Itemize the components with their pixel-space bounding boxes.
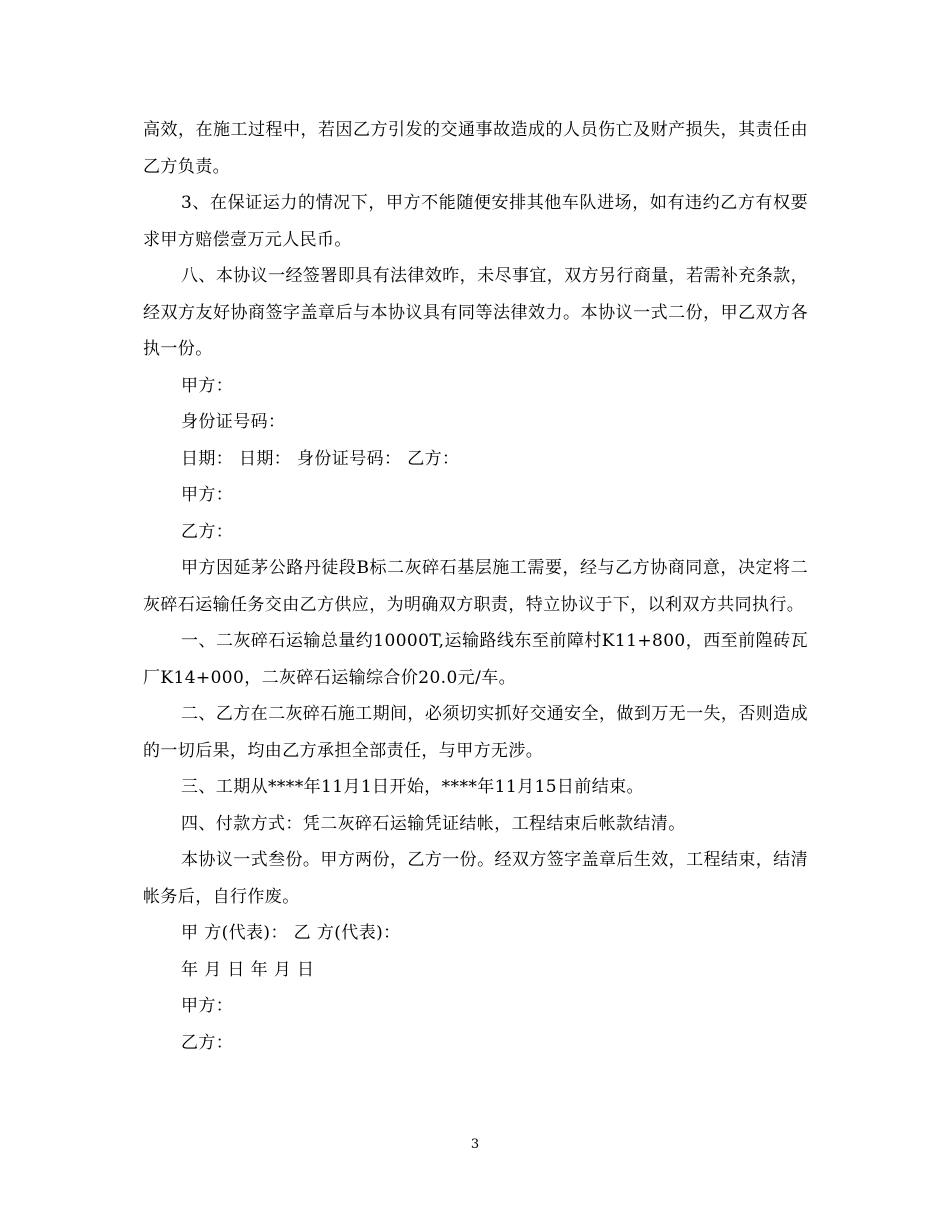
paragraph-preamble: 甲方因延茅公路丹徒段B标二灰碎石基层施工需要，经与乙方协商同意，决定将二灰碎石运输任务交由乙方供应，为明确双方职责，特立协议于下，以利双方共同执行。 <box>143 558 808 615</box>
signature-dates: 年 月 日 年 月 日 <box>181 959 315 980</box>
document-body <box>143 112 808 1061</box>
party-a-label: 甲方： <box>181 485 234 505</box>
signature-id-number: 身份证号码： <box>181 412 286 432</box>
paragraph-item-1: 一、二灰碎石运输总量约10000T,运输路线东至前障村K11+800，西至前隍砖瓦厂K14+000，二灰碎石运输综合价20.0元/车。 <box>143 631 808 688</box>
party-a-label: 甲方： <box>181 996 234 1016</box>
party-b-label: 乙方： <box>181 521 234 542</box>
signature-representatives: 甲 方(代表)： 乙 方(代表)： <box>181 923 401 943</box>
party-b-label: 乙方： <box>181 1032 234 1053</box>
signature-party-a: 甲方： <box>181 375 234 396</box>
paragraph-continuation: 高效，在施工过程中，若因乙方引发的交通事故造成的人员伤亡及财产损失，其责任由乙方负责。 <box>143 120 808 177</box>
paragraph-item-2: 二、乙方在二灰碎石施工期间，必须切实抓好交通安全，做到万无一失，否则造成的一切后果，均由乙方承担全部责任，与甲方无涉。 <box>143 704 808 761</box>
paragraph-article-8: 八、本协议一经签署即具有法律效昨，未尽事宜，双方另行商量，若需补充条款，经双方友好协商签字盖章后与本协议具有同等法律效力。本协议一式二份，甲乙双方各执一份。 <box>143 266 808 359</box>
signature-date-line: 日期： 日期： 身份证号码： 乙方： <box>181 448 460 469</box>
paragraph-copies: 本协议一式叁份。甲方两份，乙方一份。经双方签字盖章后生效，工程结束，结清帐务后，自行作废。 <box>143 850 808 907</box>
paragraph-item-4: 四、付款方式：凭二灰碎石运输凭证结帐，工程结束后帐款结清。 <box>181 813 686 834</box>
page-number: 3 <box>470 1137 480 1152</box>
paragraph-clause-3: 3、在保证运力的情况下，甲方不能随便安排其他车队进场，如有违约乙方有权要求甲方赔偿壹万元人民币。 <box>143 193 808 250</box>
paragraph-item-3: 三、工期从****年11月1日开始，****年11月15日前结束。 <box>181 777 644 797</box>
